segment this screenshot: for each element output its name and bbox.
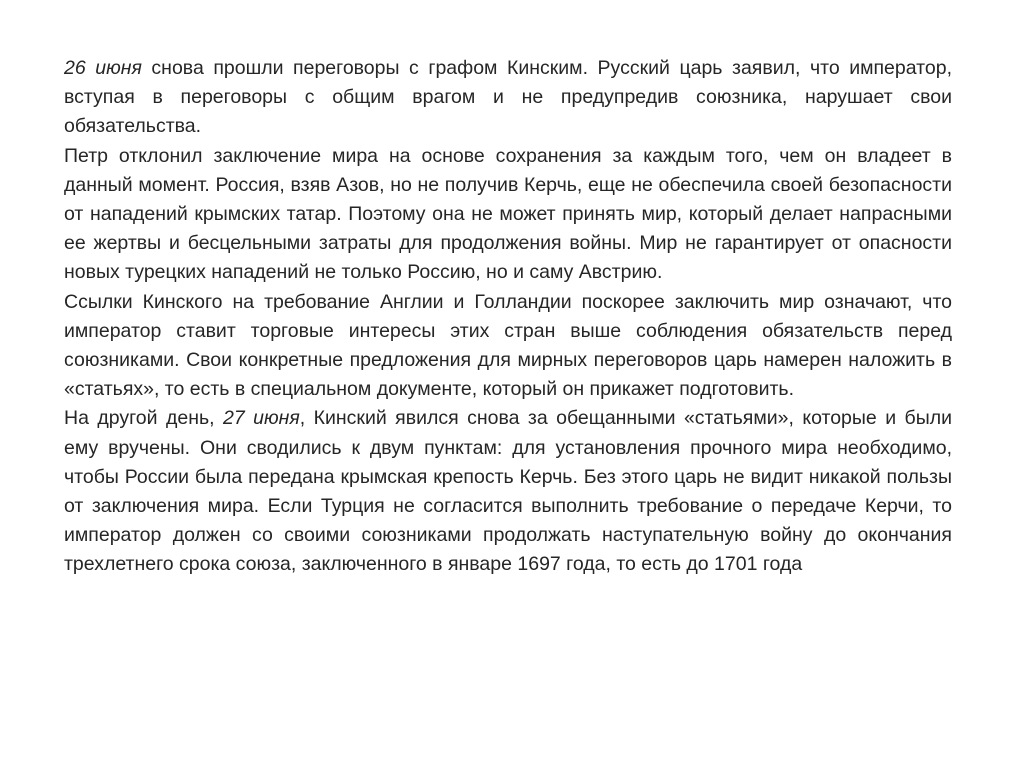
paragraph-4-text: , Кинский явился снова за обещанными «статьями», которые и были ему вручены. Они сводились к двум пунктам: для установления прочного мира необходимо, чтобы России была передана крымская крепость Керчь. Без этого царь не видит никакой пользы от заключения мира. Если Турция не согласится выполнить требование о передаче Керчи, то император должен со своими союзниками продолжать наступательную войну до окончания трехлетнего срока союза, заключенного в январе 1697 года, то есть до 1701 года [64, 407, 952, 576]
paragraph-peter-refusal [64, 142, 952, 288]
body-text [64, 54, 952, 580]
paragraph-june-27 [64, 404, 952, 579]
paragraph-kinsky-references [64, 288, 952, 405]
paragraph-3-text: Ссылки Кинского на требование Англии и Голландии поскорее заключить мир означают, что император ставит торговые интересы этих стран выше соблюдения обязательств перед союзниками. Свои конкретные предложения для мирных переговоров царь намерен наложить в «статьях», то есть в специальном документе, который он прикажет подготовить. [64, 290, 952, 401]
date-june-27: 27 июня [223, 407, 300, 430]
paragraph-4-lead: На другой день, [64, 407, 223, 430]
paragraph-1-text: снова прошли переговоры с графом Кинским. Русский царь заявил, что император, вступая в переговоры с общим врагом и не предупредив союзника, нарушает свои обязательства. [64, 57, 952, 138]
paragraph-2-text: Петр отклонил заключение мира на основе сохранения за каждым того, чем он владеет в данный момент. Россия, взяв Азов, но не получив Керчь, еще не обеспечила своей безопасности от нападений крымских татар. Поэтому она не может принять мир, который делает напрасными ее жертвы и бесцельными затраты для продолжения войны. Мир не гарантирует от опасности новых турецких нападений не только Россию, но и саму Австрию. [64, 144, 952, 284]
date-june-26: 26 июня [64, 57, 142, 79]
paragraph-june-26 [64, 54, 952, 142]
